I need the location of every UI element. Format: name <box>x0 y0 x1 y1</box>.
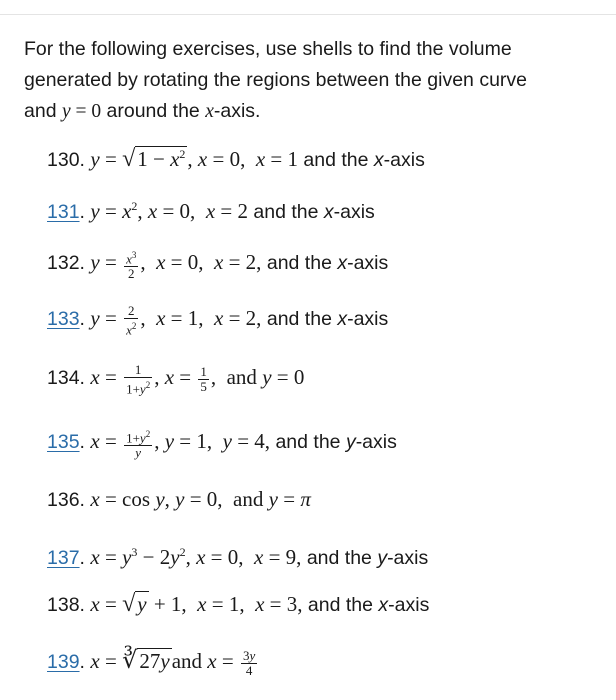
exercise-131: 131. $y = x^2$, x = 0, x = 2 and the x-axis <box>47 199 375 223</box>
exercise-math: x = $\frac{1}{1+y^2}$ , x = $\frac{1}{5}$ , and y = 0 <box>90 361 305 396</box>
exercise-math: y = $\frac{2}{x^2}$ , x = 1, x = 2, <box>90 302 262 337</box>
exercise-math: x = cos y, y = 0, and y = π <box>90 487 311 511</box>
exercise-number: 130. <box>47 149 91 171</box>
exercise-138: 138. x = √y + 1, x = 1, x = 3, and the x-axis <box>47 591 430 617</box>
exercise-math: x = $\frac{1+y^2}{y}$ , y = 1, y = 4, <box>90 428 271 460</box>
instructions-line-1: For the following exercises, use shells to find the volume <box>24 38 512 60</box>
exercise-link-139[interactable]: 139 <box>47 651 80 673</box>
exercise-136: 136. x = cos y, y = 0, and y = π <box>47 487 311 511</box>
exercise-math: x = ∛27yand x = $\frac{3y}{4}$ <box>90 647 256 678</box>
exercise-135: 135. x = $\frac{1+y^2}{y}$ , y = 1, y = 4, and the y-axis <box>47 428 397 460</box>
exercise-link-131[interactable]: 131 <box>47 201 80 223</box>
exercise-134: 134. x = $\frac{1}{1+y^2}$ , x = $\frac{1}{5}$ , and y = 0 <box>47 361 305 396</box>
exercise-math: $x = y^3 - 2y^2$, x = 0, x = 9, <box>90 545 302 569</box>
exercise-math: $y = √1 - x^2$, x = 0, x = 1 <box>90 146 298 172</box>
exercise-link-137[interactable]: 137 <box>47 547 80 569</box>
exercise-link-135[interactable]: 135 <box>47 431 80 453</box>
instructions-line-3: and y = 0 around the x-axis. <box>24 100 261 122</box>
exercise-math: x = √y + 1, x = 1, x = 3, <box>90 591 303 617</box>
exercise-link-133[interactable]: 133 <box>47 308 80 330</box>
exercise-139: 139. x = ∛27yand x = $\frac{3y}{4}$ <box>47 646 259 678</box>
exercise-133: 133. y = $\frac{2}{x^2}$ , x = 1, x = 2, and the x-axis <box>47 302 389 337</box>
top-divider <box>0 0 616 15</box>
exercise-130: 130. $y = √1 - x^2$, x = 0, x = 1 and the x-axis <box>47 146 425 172</box>
exercise-137: 137. $x = y^3 - 2y^2$, x = 0, x = 9, and the y-axis <box>47 545 429 569</box>
instructions <box>24 34 594 127</box>
instructions-line-2: generated by rotating the regions between the given curve <box>24 69 528 91</box>
exercise-math: $y = x^2$, x = 0, x = 2 <box>90 199 248 223</box>
exercise-math: y = $\frac{x^3}{2}$ , x = 0, x = 2, <box>90 249 262 281</box>
intro-math: y = 0 <box>61 101 102 122</box>
exercise-132: 132. y = $\frac{x^3}{2}$ , x = 0, x = 2, and the x-axis <box>47 249 389 281</box>
